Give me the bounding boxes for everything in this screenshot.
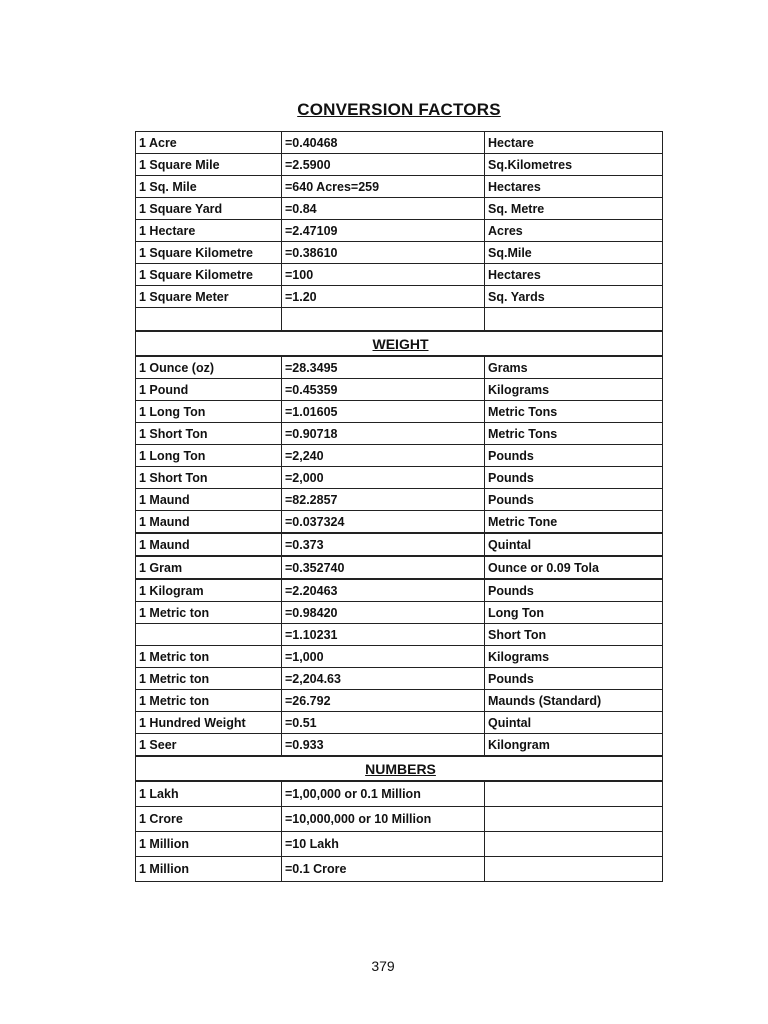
target-unit-cell: Hectares	[485, 264, 663, 286]
table-row	[136, 264, 663, 286]
section-row-weight	[136, 331, 663, 356]
table-row	[136, 423, 663, 445]
value-cell: =0.40468	[282, 132, 485, 154]
unit-cell: 1 Maund	[136, 511, 282, 534]
target-unit-cell	[485, 308, 663, 332]
table-row	[136, 781, 663, 807]
table-row	[136, 242, 663, 264]
table-row	[136, 286, 663, 308]
target-unit-cell: Quintal	[485, 712, 663, 734]
value-cell: =1.01605	[282, 401, 485, 423]
target-unit-cell	[485, 807, 663, 832]
unit-cell: 1 Gram	[136, 556, 282, 579]
unit-cell: 1 Pound	[136, 379, 282, 401]
target-unit-cell: Sq.Kilometres	[485, 154, 663, 176]
value-cell: =26.792	[282, 690, 485, 712]
value-cell: =2,240	[282, 445, 485, 467]
conversion-table	[135, 131, 663, 882]
value-cell: =0.51	[282, 712, 485, 734]
target-unit-cell: Quintal	[485, 533, 663, 556]
table-row	[136, 176, 663, 198]
table-row	[136, 533, 663, 556]
table-row	[136, 602, 663, 624]
unit-cell: 1 Crore	[136, 807, 282, 832]
value-cell: =1.10231	[282, 624, 485, 646]
table-row	[136, 445, 663, 467]
unit-cell: 1 Short Ton	[136, 467, 282, 489]
unit-cell	[136, 308, 282, 332]
unit-cell: 1 Kilogram	[136, 579, 282, 602]
target-unit-cell: Acres	[485, 220, 663, 242]
table-row	[136, 734, 663, 757]
target-unit-cell	[485, 857, 663, 882]
value-cell: =640 Acres=259	[282, 176, 485, 198]
unit-cell: 1 Maund	[136, 489, 282, 511]
table-row	[136, 646, 663, 668]
target-unit-cell: Ounce or 0.09 Tola	[485, 556, 663, 579]
value-cell: =1.20	[282, 286, 485, 308]
table-row	[136, 857, 663, 882]
value-cell: =0.1 Crore	[282, 857, 485, 882]
unit-cell: 1 Lakh	[136, 781, 282, 807]
table-row	[136, 154, 663, 176]
table-row	[136, 511, 663, 534]
value-cell: =100	[282, 264, 485, 286]
value-cell: =2,204.63	[282, 668, 485, 690]
unit-cell: 1 Square Kilometre	[136, 242, 282, 264]
table-row	[136, 556, 663, 579]
unit-cell: 1 Sq. Mile	[136, 176, 282, 198]
target-unit-cell: Sq. Yards	[485, 286, 663, 308]
unit-cell: 1 Metric ton	[136, 690, 282, 712]
table-row	[136, 579, 663, 602]
target-unit-cell: Kilograms	[485, 646, 663, 668]
unit-cell	[136, 624, 282, 646]
section-row-numbers	[136, 756, 663, 781]
unit-cell: 1 Square Kilometre	[136, 264, 282, 286]
target-unit-cell: Pounds	[485, 445, 663, 467]
unit-cell: 1 Seer	[136, 734, 282, 757]
unit-cell: 1 Metric ton	[136, 668, 282, 690]
unit-cell: 1 Metric ton	[136, 646, 282, 668]
value-cell: =10,000,000 or 10 Million	[282, 807, 485, 832]
unit-cell: 1 Million	[136, 832, 282, 857]
value-cell: =2.20463	[282, 579, 485, 602]
target-unit-cell: Pounds	[485, 489, 663, 511]
table-row	[136, 132, 663, 154]
unit-cell: 1 Square Meter	[136, 286, 282, 308]
target-unit-cell	[485, 832, 663, 857]
empty-row	[136, 308, 663, 332]
value-cell: =2.5900	[282, 154, 485, 176]
table-row	[136, 489, 663, 511]
value-cell: =0.90718	[282, 423, 485, 445]
target-unit-cell: Kilongram	[485, 734, 663, 757]
value-cell: =2,000	[282, 467, 485, 489]
value-cell: =10 Lakh	[282, 832, 485, 857]
target-unit-cell: Metric Tone	[485, 511, 663, 534]
unit-cell: 1 Hundred Weight	[136, 712, 282, 734]
target-unit-cell: Metric Tons	[485, 401, 663, 423]
conversion-table-body	[136, 132, 663, 882]
section-heading-weight: WEIGHT	[136, 331, 663, 356]
value-cell: =0.037324	[282, 511, 485, 534]
table-row	[136, 712, 663, 734]
value-cell: =0.84	[282, 198, 485, 220]
table-row	[136, 356, 663, 379]
unit-cell: 1 Million	[136, 857, 282, 882]
value-cell: =0.38610	[282, 242, 485, 264]
section-heading-numbers: NUMBERS	[136, 756, 663, 781]
table-row	[136, 401, 663, 423]
target-unit-cell: Pounds	[485, 579, 663, 602]
target-unit-cell: Hectare	[485, 132, 663, 154]
value-cell: =28.3495	[282, 356, 485, 379]
table-row	[136, 624, 663, 646]
table-row	[136, 379, 663, 401]
unit-cell: 1 Square Mile	[136, 154, 282, 176]
target-unit-cell: Metric Tons	[485, 423, 663, 445]
unit-cell: 1 Acre	[136, 132, 282, 154]
unit-cell: 1 Hectare	[136, 220, 282, 242]
table-row	[136, 668, 663, 690]
target-unit-cell: Long Ton	[485, 602, 663, 624]
target-unit-cell: Short Ton	[485, 624, 663, 646]
unit-cell: 1 Ounce (oz)	[136, 356, 282, 379]
table-row	[136, 690, 663, 712]
target-unit-cell: Pounds	[485, 668, 663, 690]
value-cell: =1,00,000 or 0.1 Million	[282, 781, 485, 807]
value-cell: =82.2857	[282, 489, 485, 511]
table-row	[136, 467, 663, 489]
table-row	[136, 220, 663, 242]
target-unit-cell: Maunds (Standard)	[485, 690, 663, 712]
target-unit-cell: Grams	[485, 356, 663, 379]
target-unit-cell	[485, 781, 663, 807]
target-unit-cell: Hectares	[485, 176, 663, 198]
target-unit-cell: Pounds	[485, 467, 663, 489]
table-row	[136, 198, 663, 220]
value-cell: =2.47109	[282, 220, 485, 242]
value-cell	[282, 308, 485, 332]
unit-cell: 1 Long Ton	[136, 445, 282, 467]
unit-cell: 1 Short Ton	[136, 423, 282, 445]
value-cell: =0.98420	[282, 602, 485, 624]
target-unit-cell: Sq.Mile	[485, 242, 663, 264]
page-number: 379	[371, 958, 395, 974]
table-row	[136, 832, 663, 857]
page-title: CONVERSION FACTORS	[297, 100, 501, 119]
target-unit-cell: Kilograms	[485, 379, 663, 401]
value-cell: =1,000	[282, 646, 485, 668]
target-unit-cell: Sq. Metre	[485, 198, 663, 220]
value-cell: =0.373	[282, 533, 485, 556]
unit-cell: 1 Square Yard	[136, 198, 282, 220]
value-cell: =0.45359	[282, 379, 485, 401]
value-cell: =0.352740	[282, 556, 485, 579]
unit-cell: 1 Maund	[136, 533, 282, 556]
table-row	[136, 807, 663, 832]
unit-cell: 1 Metric ton	[136, 602, 282, 624]
value-cell: =0.933	[282, 734, 485, 757]
unit-cell: 1 Long Ton	[136, 401, 282, 423]
